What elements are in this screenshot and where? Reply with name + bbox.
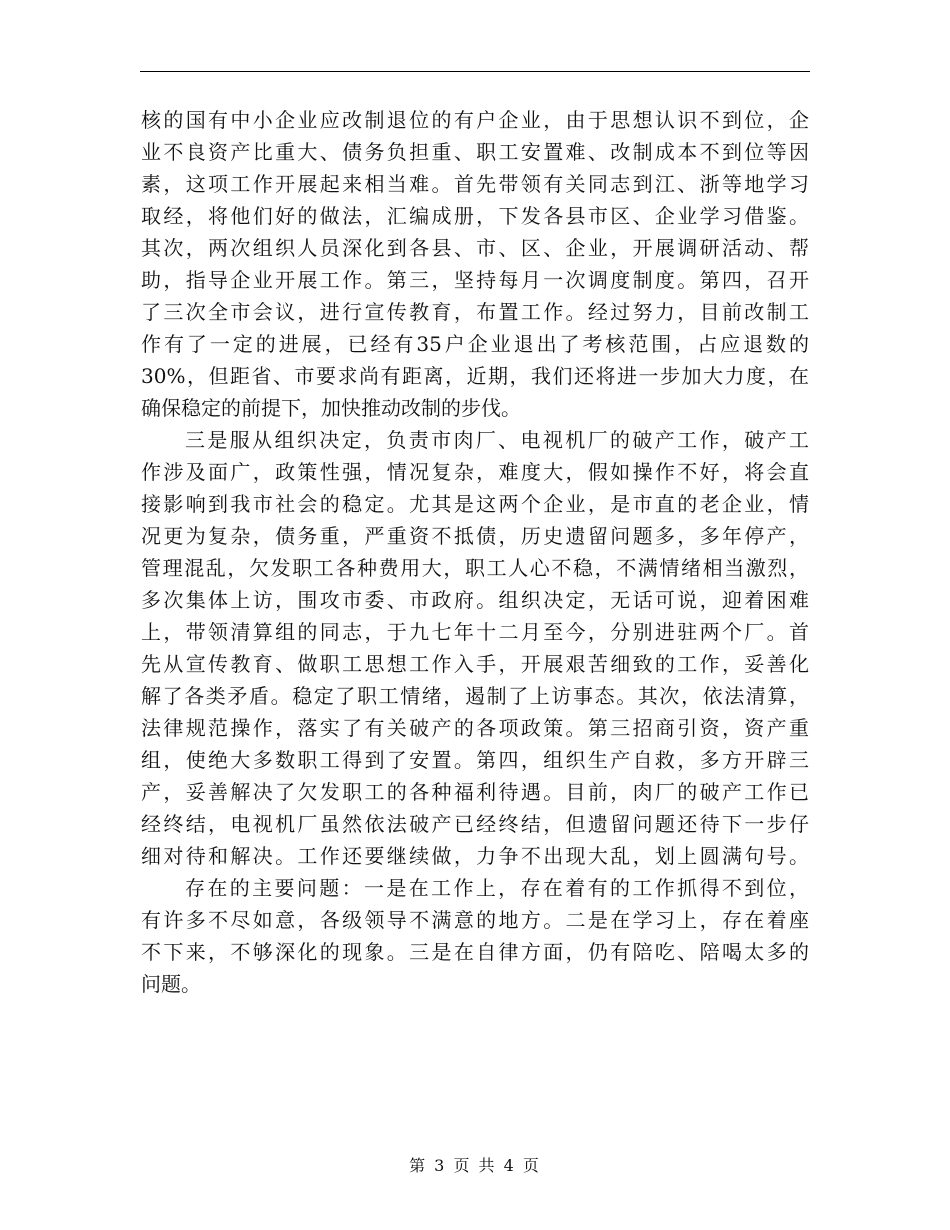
text-line: 30%，但距省、市要求尚有距离，近期，我们还将进一步加大力度，在	[141, 364, 809, 388]
text-line: 了三次全市会议，进行宣传教育，布置工作。经过努力，目前改制工	[141, 300, 809, 324]
text-line: 三是服从组织决定，负责市肉厂、电视机厂的破产工作，破产工	[185, 428, 809, 452]
text-line: 上，带领清算组的同志，于九七年十二月至今，分别进驻两个厂。首	[141, 620, 809, 644]
text-line: 不下来，不够深化的现象。三是在自律方面，仍有陪吃、陪喝太多的	[141, 940, 809, 964]
body-text	[141, 104, 809, 1000]
text-line: 核的国有中小企业应改制退位的有户企业，由于思想认识不到位，企	[141, 108, 809, 132]
paragraph-2	[141, 424, 809, 872]
text-line: 细对待和解决。工作还要继续做，力争不出现大乱，划上圆满句号。	[141, 844, 809, 868]
page-footer: 第 3 页 共 4 页	[409, 1156, 541, 1175]
text-line: 助，指导企业开展工作。第三，坚持每月一次调度制度。第四，召开	[141, 268, 809, 292]
text-line: 存在的主要问题：一是在工作上，存在着有的工作抓得不到位，	[185, 876, 809, 900]
text-line: 问题。	[141, 972, 201, 996]
text-line: 产，妥善解决了欠发职工的各种福利待遇。目前，肉厂的破产工作已	[141, 780, 809, 804]
text-line: 况更为复杂，债务重，严重资不抵债，历史遗留问题多，多年停产，	[141, 524, 809, 548]
paragraph-3	[141, 872, 809, 1000]
text-line: 取经，将他们好的做法，汇编成册，下发各县市区、企业学习借鉴。	[141, 204, 809, 228]
text-line: 业不良资产比重大、债务负担重、职工安置难、改制成本不到位等因	[141, 140, 809, 164]
text-line: 先从宣传教育、做职工思想工作入手，开展艰苦细致的工作，妥善化	[141, 652, 809, 676]
paragraph-1	[141, 104, 809, 424]
text-line: 经终结，电视机厂虽然依法破产已经终结，但遗留问题还待下一步仔	[141, 812, 809, 836]
text-line: 作涉及面广，政策性强，情况复杂，难度大，假如操作不好，将会直	[141, 460, 809, 484]
text-line: 素，这项工作开展起来相当难。首先带领有关同志到江、浙等地学习	[141, 172, 809, 196]
header-rule	[140, 71, 810, 72]
text-line: 组，使绝大多数职工得到了安置。第四，组织生产自救，多方开辟三	[141, 748, 809, 772]
text-line: 多次集体上访，围攻市委、市政府。组织决定，无话可说，迎着困难	[141, 588, 809, 612]
text-line: 接影响到我市社会的稳定。尤其是这两个企业，是市直的老企业，情	[141, 492, 809, 516]
text-line: 确保稳定的前提下，加快推动改制的步伐。	[141, 396, 521, 420]
text-line: 法律规范操作，落实了有关破产的各项政策。第三招商引资，资产重	[141, 716, 809, 740]
text-line: 作有了一定的进展，已经有35户企业退出了考核范围，占应退数的	[141, 332, 809, 356]
text-line: 有许多不尽如意，各级领导不满意的地方。二是在学习上，存在着座	[141, 908, 809, 932]
text-line: 解了各类矛盾。稳定了职工情绪，遏制了上访事态。其次，依法清算，	[141, 684, 809, 708]
text-line: 管理混乱，欠发职工各种费用大，职工人心不稳，不满情绪相当激烈，	[141, 556, 809, 580]
text-line: 其次，两次组织人员深化到各县、市、区、企业，开展调研活动、帮	[141, 236, 809, 260]
